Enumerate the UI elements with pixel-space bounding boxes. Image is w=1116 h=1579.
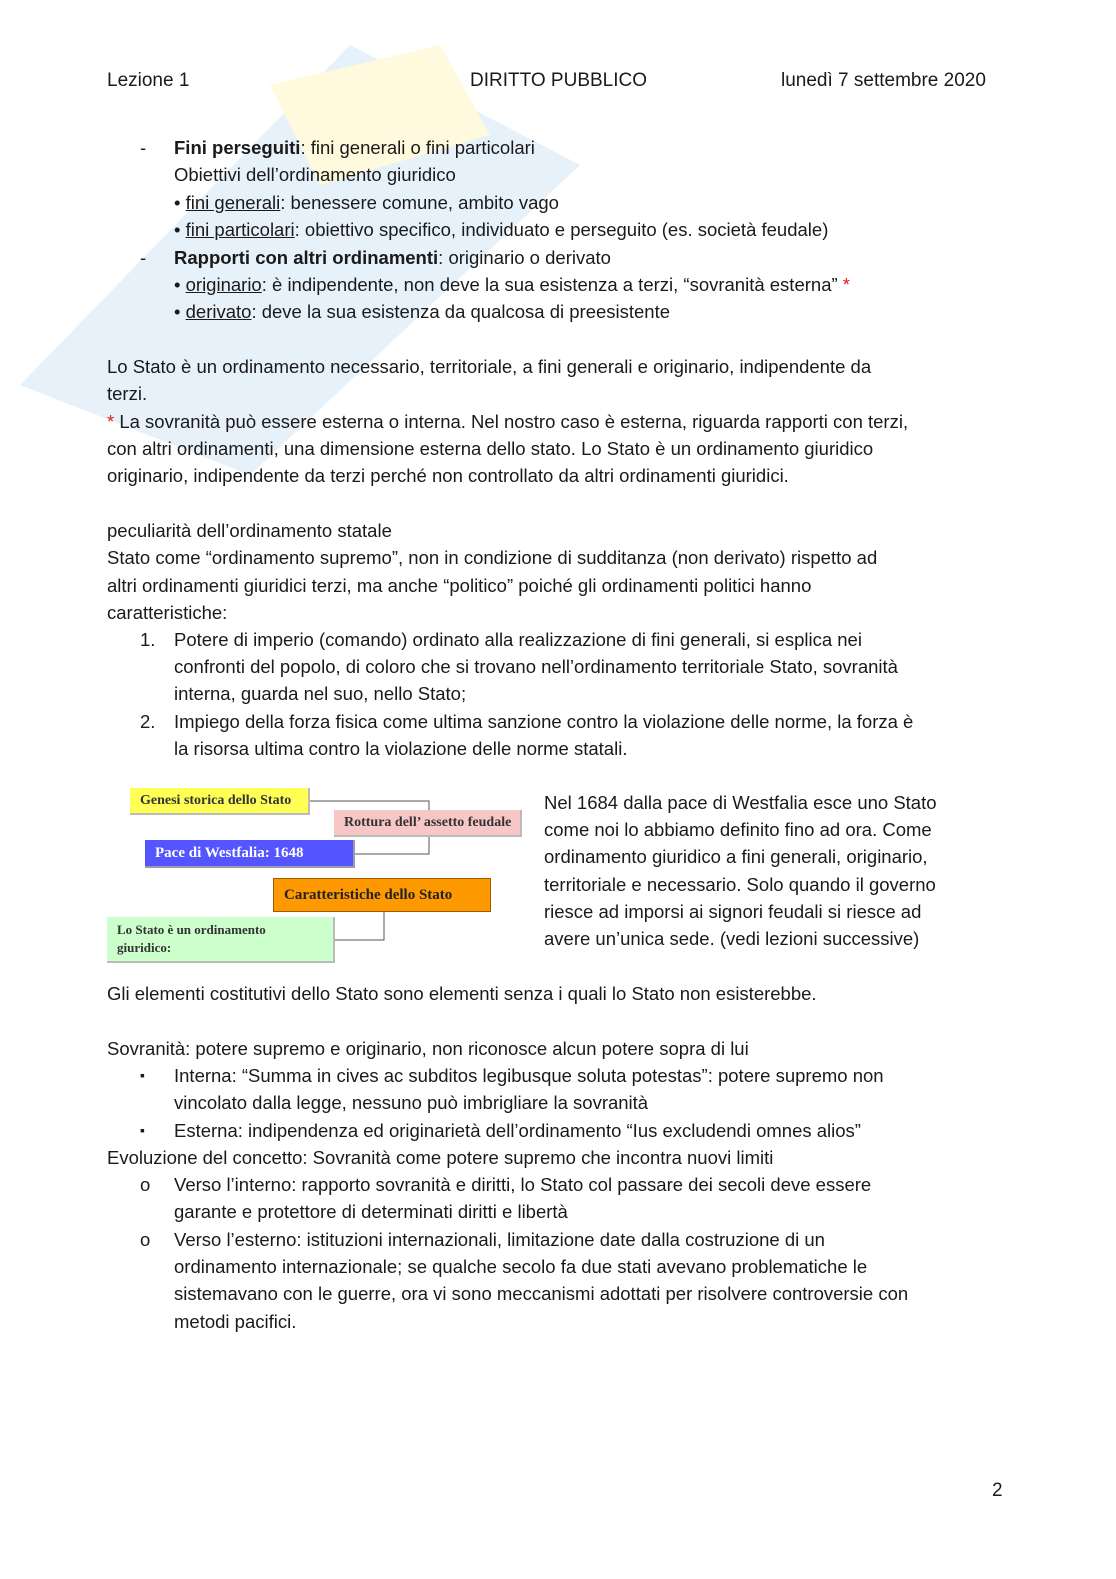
list-item-text: Potere di imperio (comando) ordinato alla realizzazione di fini generali, si esplica nei xyxy=(174,629,862,650)
list-item-text: vincolato dalla legge, nessuno può imbrigliare la sovranità xyxy=(174,1092,649,1113)
diagram-box-westfalia: Pace di Westfalia: 1648 xyxy=(145,840,355,868)
list-item-text: Esterna: indipendenza ed originarietà dell’ordinamento “Ius excludendi omnes alios” xyxy=(174,1120,861,1141)
para-text: originario, indipendente da terzi perché non controllato da altri ordinamenti giuridici. xyxy=(107,465,789,486)
section-heading: peculiarità dell’ordinamento statale xyxy=(107,520,392,541)
diagram-box-caratteristiche: Caratteristiche dello Stato xyxy=(273,878,491,912)
fini-subtitle: Obiettivi dell’ordinamento giuridico xyxy=(174,164,456,185)
rapporti-heading: Rapporti con altri ordinamenti: originario o derivato xyxy=(174,247,611,268)
para-text: caratteristiche: xyxy=(107,602,228,623)
diagram-box-genesi: Genesi storica dello Stato xyxy=(130,788,310,815)
list-number: 1. xyxy=(140,629,156,650)
para-text: altri ordinamenti giuridici terzi, ma anche “politico” poiché gli ordinamenti politici hanno xyxy=(107,575,812,596)
list-number: 2. xyxy=(140,711,156,732)
diagram-box-rottura: Rottura dell’ assetto feudale xyxy=(334,810,522,837)
page-number: 2 xyxy=(992,1480,1003,1501)
para-text: Lo Stato è un ordinamento necessario, territoriale, a fini generali e originario, indipendente da xyxy=(107,356,872,377)
dash-marker: - xyxy=(140,137,147,158)
header-title: DIRITTO PUBBLICO xyxy=(470,70,648,91)
dash-marker: - xyxy=(140,247,147,268)
circle-bullet: o xyxy=(140,1229,151,1250)
section-heading: Evoluzione del concetto: Sovranità come potere supremo che incontra nuovi limiti xyxy=(107,1147,774,1168)
side-text: avere un’unica sede. (vedi lezioni successive) xyxy=(544,928,920,949)
list-item-text: ordinamento internazionale; se qualche secolo fa due stati avevano problematiche le xyxy=(174,1256,868,1277)
list-item-text: sistemavano con le guerre, ora vi sono meccanismi adottati per risolvere controversie con xyxy=(174,1283,909,1304)
fini-generali-item: • fini generali: benessere comune, ambito vago xyxy=(174,192,559,213)
para-text: Stato come “ordinamento supremo”, non in condizione di sudditanza (non derivato) rispetto ad xyxy=(107,547,878,568)
fini-heading: Fini perseguiti: fini generali o fini particolari xyxy=(174,137,535,158)
side-text: territoriale e necessario. Solo quando il governo xyxy=(544,874,936,895)
circle-bullet: o xyxy=(140,1174,151,1195)
list-item-text: Impiego della forza fisica come ultima sanzione contro la violazione delle norme, la forza è xyxy=(174,711,914,732)
list-item-text: metodi pacifici. xyxy=(174,1311,297,1332)
side-text: riesce ad imporsi ai signori feudali si riesce ad xyxy=(544,901,922,922)
derivato-item: • derivato: deve la sua esistenza da qualcosa di preesistente xyxy=(174,301,671,322)
side-text: ordinamento giuridico a fini generali, originario, xyxy=(544,846,928,867)
para-text: * La sovranità può essere esterna o interna. Nel nostro caso è esterna, riguarda rapporti con terzi, xyxy=(107,411,909,432)
square-bullet: ▪ xyxy=(140,1067,145,1083)
list-item-text: confronti del popolo, di coloro che si trovano nell’ordinamento territoriale Stato, sovranità xyxy=(174,656,898,677)
list-item-text: garante e protettore di determinati diritti e libertà xyxy=(174,1201,568,1222)
diagram-box-stato: Lo Stato è un ordinamento giuridico: xyxy=(107,917,335,963)
list-item-text: la risorsa ultima contro la violazione delle norme statali. xyxy=(174,738,628,759)
header-date: lunedì 7 settembre 2020 xyxy=(781,70,986,91)
para-text: Gli elementi costitutivi dello Stato sono elementi senza i quali lo Stato non esisterebbe. xyxy=(107,983,817,1004)
originario-item: • originario: è indipendente, non deve la sua esistenza a terzi, “sovranità esterna” * xyxy=(174,274,850,295)
list-item-text: interna, guarda nel suo, nello Stato; xyxy=(174,683,467,704)
para-text: con altri ordinamenti, una dimensione esterna dello stato. Lo Stato è un ordinamento giuridico xyxy=(107,438,874,459)
section-heading: Sovranità: potere supremo e originario, non riconosce alcun potere sopra di lui xyxy=(107,1038,749,1059)
para-text: terzi. xyxy=(107,383,148,404)
list-item-text: Interna: “Summa in cives ac subditos legibusque soluta potestas”: potere supremo non xyxy=(174,1065,884,1086)
list-item-text: Verso l’interno: rapporto sovranità e diritti, lo Stato col passare dei secoli deve essere xyxy=(174,1174,872,1195)
header-lesson: Lezione 1 xyxy=(107,70,190,91)
square-bullet: ▪ xyxy=(140,1122,145,1138)
fini-particolari-item: • fini particolari: obiettivo specifico, individuato e perseguito (es. società feudale) xyxy=(174,219,829,240)
side-text: Nel 1684 dalla pace di Westfalia esce uno Stato xyxy=(544,792,937,813)
side-text: come noi lo abbiamo definito fino ad ora. Come xyxy=(544,819,932,840)
list-item-text: Verso l’esterno: istituzioni internazionali, limitazione date dalla costruzione di un xyxy=(174,1229,825,1250)
